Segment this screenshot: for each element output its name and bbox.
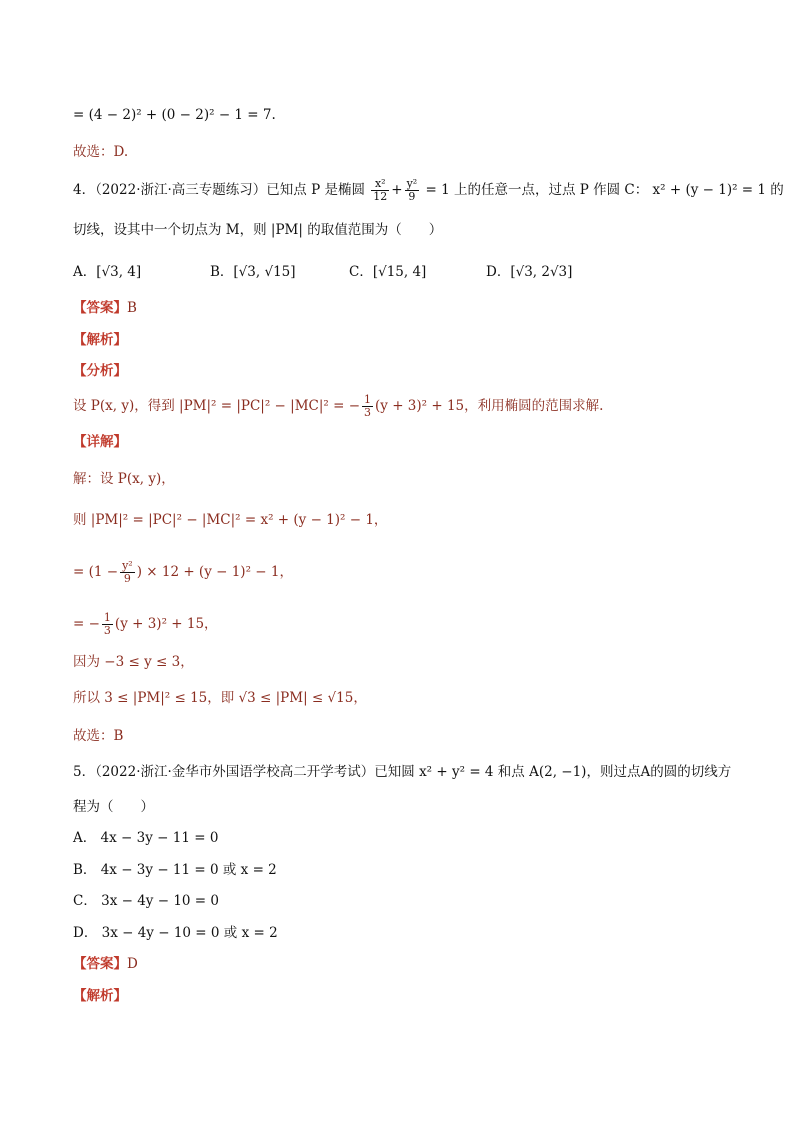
question-text: 程为（ ） (73, 799, 154, 815)
question-5-option-d (73, 923, 754, 943)
solution-text: = (1 − (73, 564, 119, 580)
question-5-stem (73, 762, 754, 782)
previous-answer-line (73, 142, 754, 162)
fraction-numerator: 1 (364, 393, 372, 406)
solution-step-5 (73, 652, 754, 672)
option-b: B． 4x − 3y − 11 = 0 或 x = 2 (73, 862, 277, 878)
question-4-stem (73, 177, 784, 203)
question-5-answer (73, 954, 754, 974)
option-c: C．[√15, 4] (349, 264, 427, 280)
detail-tag: 【详解】 (73, 434, 127, 450)
solution-step-7 (73, 726, 754, 746)
previous-solution-line (73, 105, 754, 125)
fenxi-tag: 【分析】 (73, 363, 127, 379)
analysis-tag: 【解析】 (73, 332, 127, 348)
question-5-option-c (73, 891, 754, 911)
analysis-text: (y + 3)² + 15，利用椭圆的范围求解. (375, 398, 604, 414)
solution-step-6 (73, 688, 754, 708)
equation-text: = (4 − 2)² + (0 − 2)² − 1 = 7. (73, 107, 276, 123)
analysis-text: 设 P(x, y)，得到 |PM|² = |PC|² − |MC|² = − (73, 398, 361, 414)
option-b: B．[√3, √15] (210, 264, 296, 280)
question-4-fenxi-text (73, 394, 754, 419)
question-5-stem-line2 (73, 797, 754, 817)
fraction-one-third (102, 612, 113, 637)
question-text: 切线，设其中一个切点为 M，则 |PM| 的取值范围为（ ） (73, 222, 443, 238)
solution-step-2 (73, 510, 754, 530)
solution-step-3 (73, 560, 754, 585)
answer-tag: 【答案】 (73, 956, 127, 972)
fraction-numerator: 1 (103, 611, 111, 624)
solution-text: 则 |PM|² = |PC|² − |MC|² = x² + (y − 1)² − 1， (73, 512, 388, 528)
question-5-option-a (73, 828, 754, 848)
fraction-y2-over-9 (405, 178, 420, 203)
solution-text: = − (73, 616, 100, 632)
answer-value: B (127, 300, 137, 316)
answer-text: 故选：D. (73, 144, 129, 160)
question-5-option-b (73, 860, 754, 880)
solution-step-4 (73, 612, 754, 637)
solution-text: 解：设 P(x, y)， (73, 471, 175, 487)
fraction-one-third (362, 394, 373, 419)
answer-tag: 【答案】 (73, 300, 127, 316)
option-c: C． 3x − 4y − 10 = 0 (73, 893, 219, 909)
question-4-fenxi-header (73, 361, 754, 381)
fraction-numerator: x² (371, 178, 389, 191)
question-4-analysis-header (73, 330, 754, 350)
fraction-denominator: 9 (408, 190, 416, 203)
question-text: = 1 上的任意一点，过点 P 作圆 C： x² + (y − 1)² = 1 的 (425, 182, 784, 198)
solution-text: ) × 12 + (y − 1)² − 1， (136, 564, 293, 580)
solution-step-1 (73, 469, 754, 489)
solution-text: 所以 3 ≤ |PM|² ≤ 15，即 √3 ≤ |PM| ≤ √15， (73, 690, 367, 706)
fraction-x2-over-12 (371, 178, 389, 203)
answer-value: D (127, 956, 138, 972)
fraction-denominator: 12 (373, 190, 388, 203)
solution-text: 因为 −3 ≤ y ≤ 3， (73, 654, 194, 670)
question-5-analysis-header (73, 986, 754, 1006)
option-d: D．[√3, 2√3] (486, 264, 573, 280)
fraction-denominator: 3 (364, 406, 372, 419)
question-text: 5．（2022·浙江·金华市外国语学校高二开学考试）已知圆 x² + y² = 4 和点 A(2, −1)，则过点A的圆的切线方 (73, 764, 732, 780)
solution-text: (y + 3)² + 15， (114, 616, 218, 632)
plus-sign: + (391, 182, 403, 198)
fraction-numerator: y² (122, 559, 133, 572)
fraction-numerator: y² (406, 177, 418, 190)
question-4-stem-line2 (73, 220, 754, 240)
fraction-y2-over-9 (120, 560, 135, 585)
question-4-xiangjie-header (73, 432, 754, 452)
option-a: A． 4x − 3y − 11 = 0 (73, 830, 219, 846)
option-a: A．[√3, 4] (73, 264, 142, 280)
question-4-answer (73, 298, 754, 318)
solution-text: 故选：B (73, 728, 124, 744)
analysis-tag: 【解析】 (73, 988, 127, 1004)
fraction-denominator: 3 (103, 624, 111, 637)
option-d: D． 3x − 4y − 10 = 0 或 x = 2 (73, 925, 278, 941)
question-text: 4．（2022·浙江·高三专题练习）已知点 P 是椭圆 (73, 182, 365, 198)
fraction-denominator: 9 (123, 572, 131, 585)
